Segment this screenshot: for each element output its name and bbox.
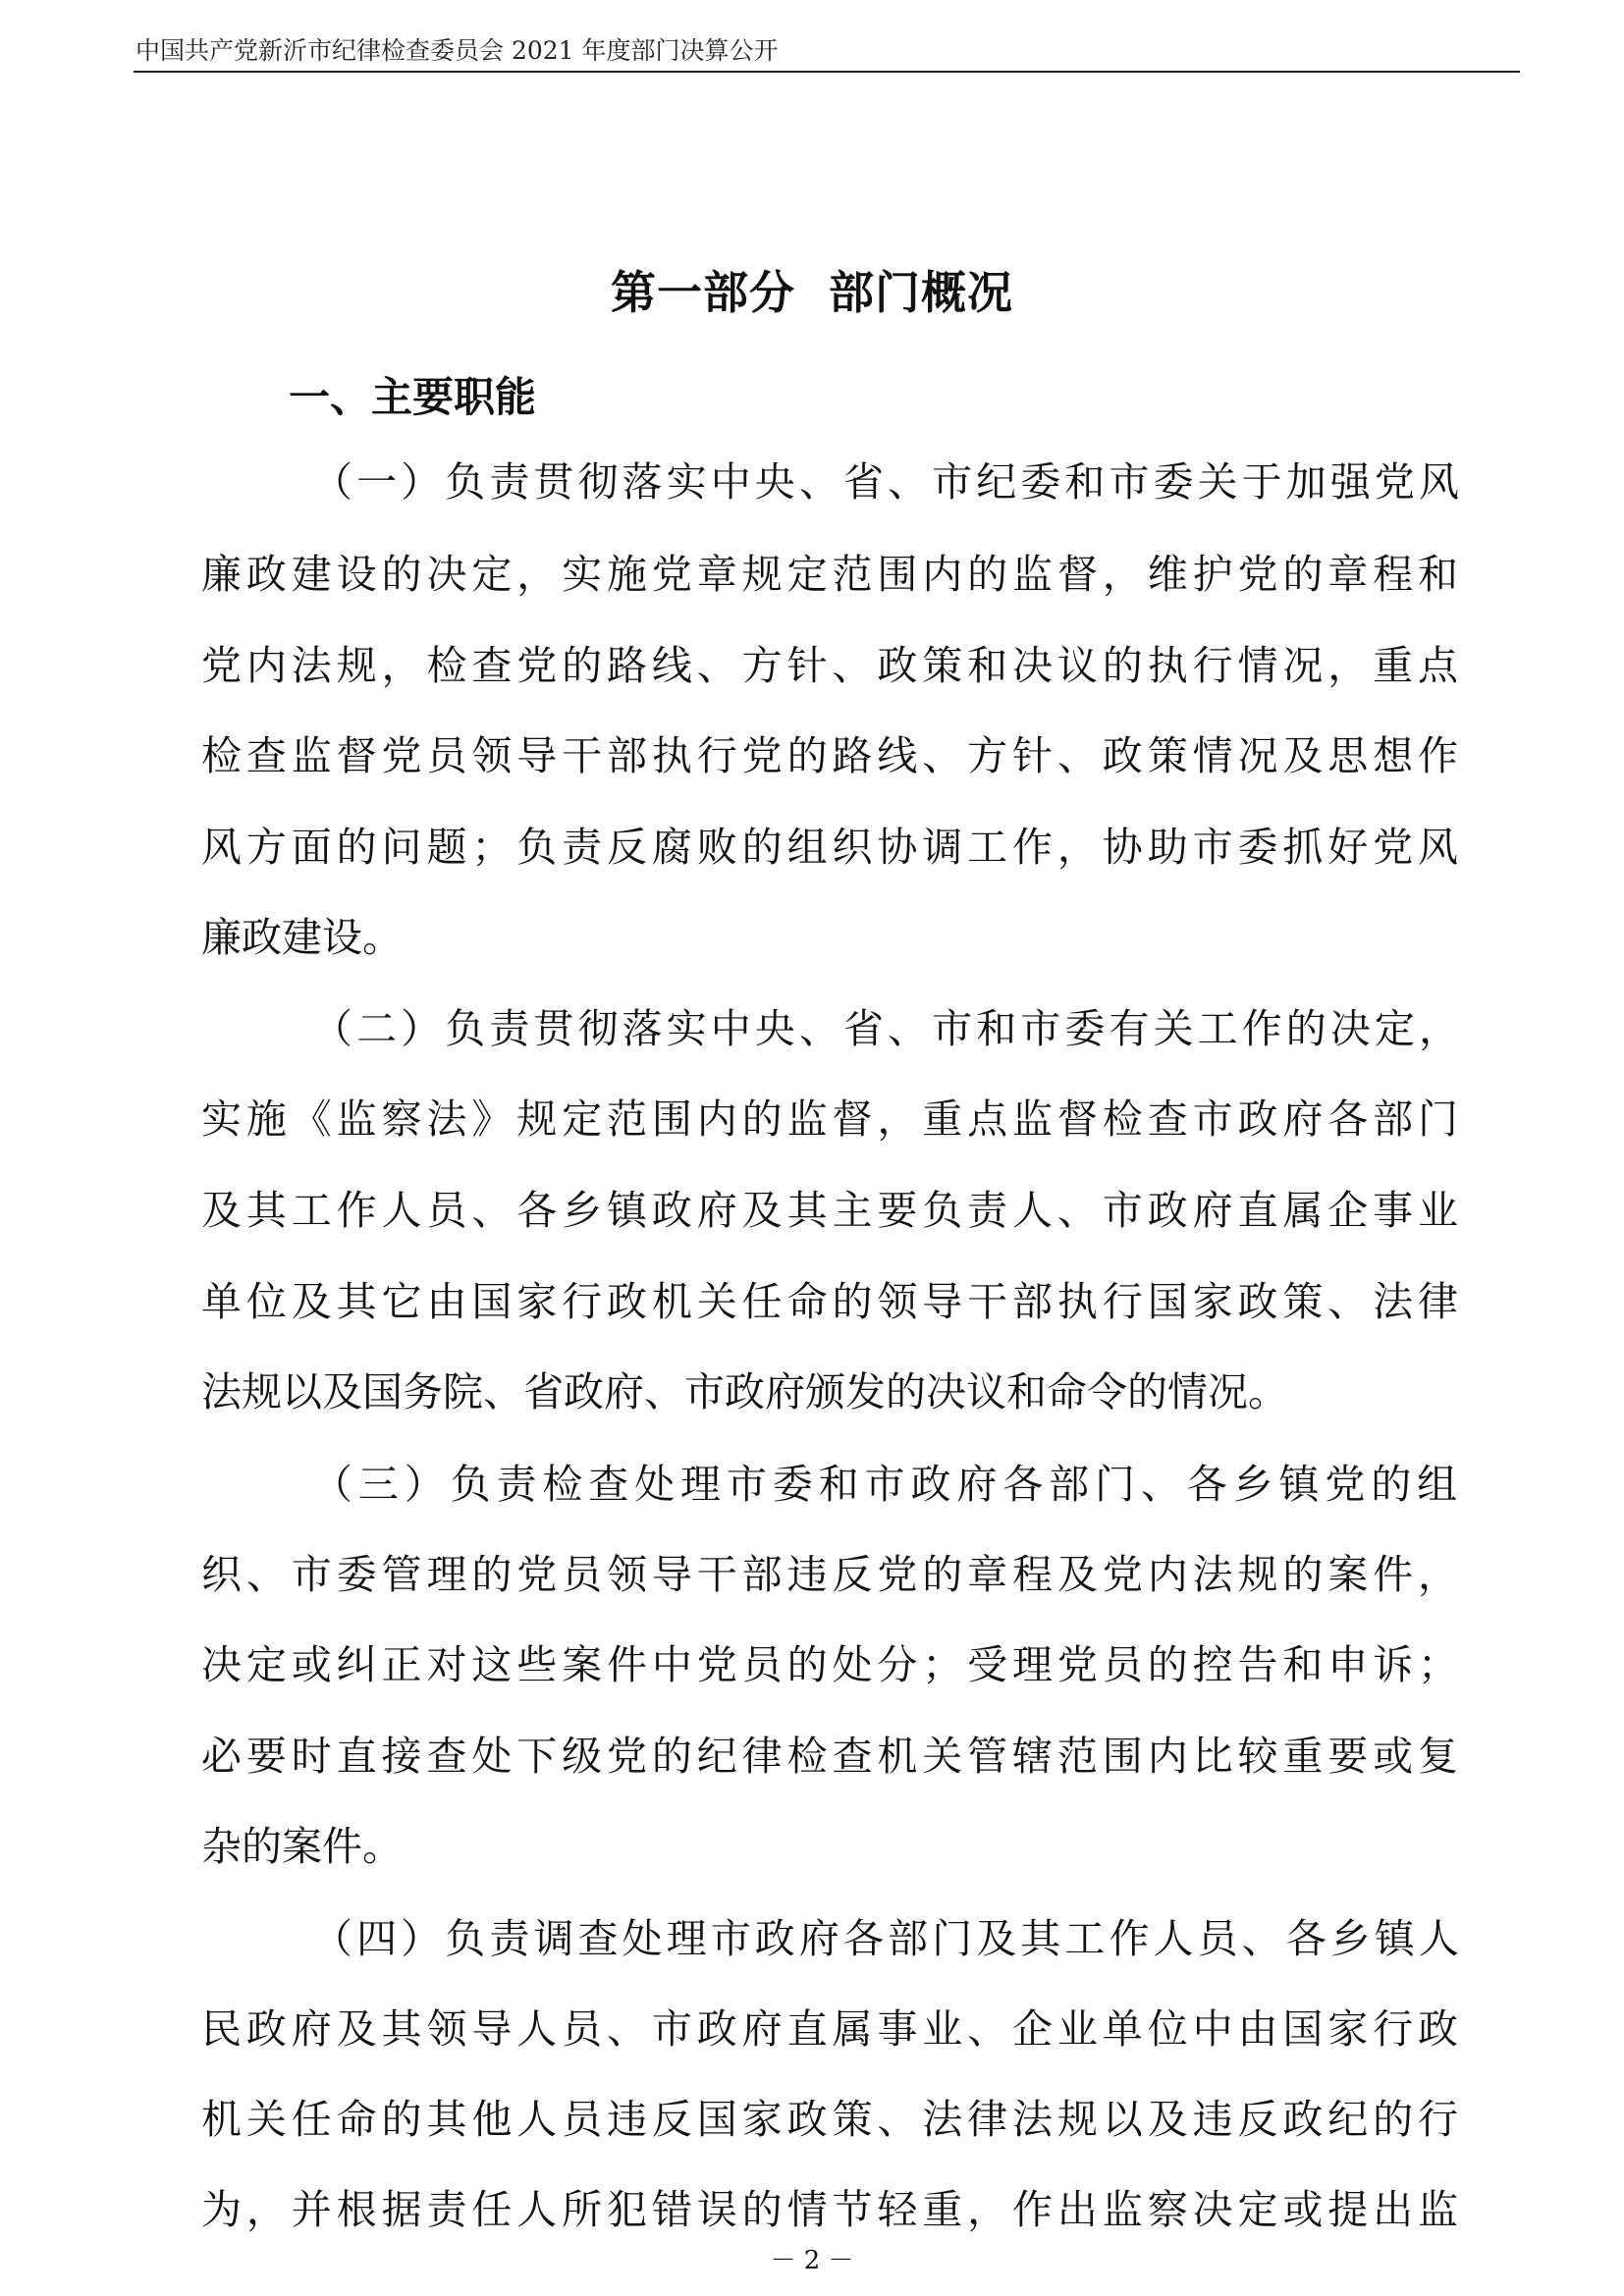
body-line: 党内法规，检查党的路线、方针、政策和决议的执行情况，重点	[201, 642, 1463, 689]
body-line: 风方面的问题；负责反腐败的组织协调工作，协助市委抓好党风	[201, 824, 1463, 871]
body-line: 廉政建设。	[201, 914, 403, 961]
body-line: （三）负责检查处理市委和市政府各部门、各乡镇党的组	[312, 1461, 1463, 1508]
body-line: 为，并根据责任人所犯错误的情节轻重，作出监察决定或提出监	[201, 2186, 1463, 2233]
body-line: 单位及其它由国家行政机关任命的领导干部执行国家政策、法律	[201, 1278, 1463, 1325]
body-line: 及其工作人员、各乡镇政府及其主要负责人、市政府直属企事业	[201, 1187, 1463, 1234]
body-line: （一）负责贯彻落实中央、省、市纪委和市委关于加强党风	[312, 458, 1464, 506]
body-line: （二）负责贯彻落实中央、省、市和市委有关工作的决定，	[312, 1005, 1464, 1052]
body-line: 廉政建设的决定，实施党章规定范围内的监督，维护党的章程和	[201, 551, 1463, 598]
body-line: 检查监督党员领导干部执行党的路线、方针、政策情况及思想作	[201, 732, 1463, 779]
body-line: 必要时直接查处下级党的纪律检查机关管辖范围内比较重要或复	[201, 1733, 1463, 1780]
body-line: 杂的案件。	[201, 1823, 403, 1870]
body-line: 决定或纠正对这些案件中党员的处分；受理党员的控告和申诉；	[201, 1641, 1463, 1688]
part-title: 第一部分 部门概况	[610, 266, 1014, 319]
body-line: （四）负责调查处理市政府各部门及其工作人员、各乡镇人	[312, 1915, 1464, 1962]
page-number: － 2 －	[770, 2246, 854, 2275]
running-header: 中国共产党新沂市纪律检查委员会 2021 年度部门决算公开	[135, 36, 779, 65]
body-line: 法规以及国务院、省政府、市政府颁发的决议和命令的情况。	[201, 1368, 1288, 1415]
body-line: 机关任命的其他人员违反国家政策、法律法规以及违反政纪的行	[201, 2096, 1463, 2143]
header-rule	[134, 71, 1520, 73]
body-line: 实施《监察法》规定范围内的监督，重点监督检查市政府各部门	[201, 1095, 1463, 1143]
body-line: 民政府及其领导人员、市政府直属事业、企业单位中由国家行政	[201, 2005, 1463, 2053]
section-heading: 一、主要职能	[289, 373, 537, 421]
body-line: 织、市委管理的党员领导干部违反党的章程及党内法规的案件，	[201, 1551, 1463, 1598]
